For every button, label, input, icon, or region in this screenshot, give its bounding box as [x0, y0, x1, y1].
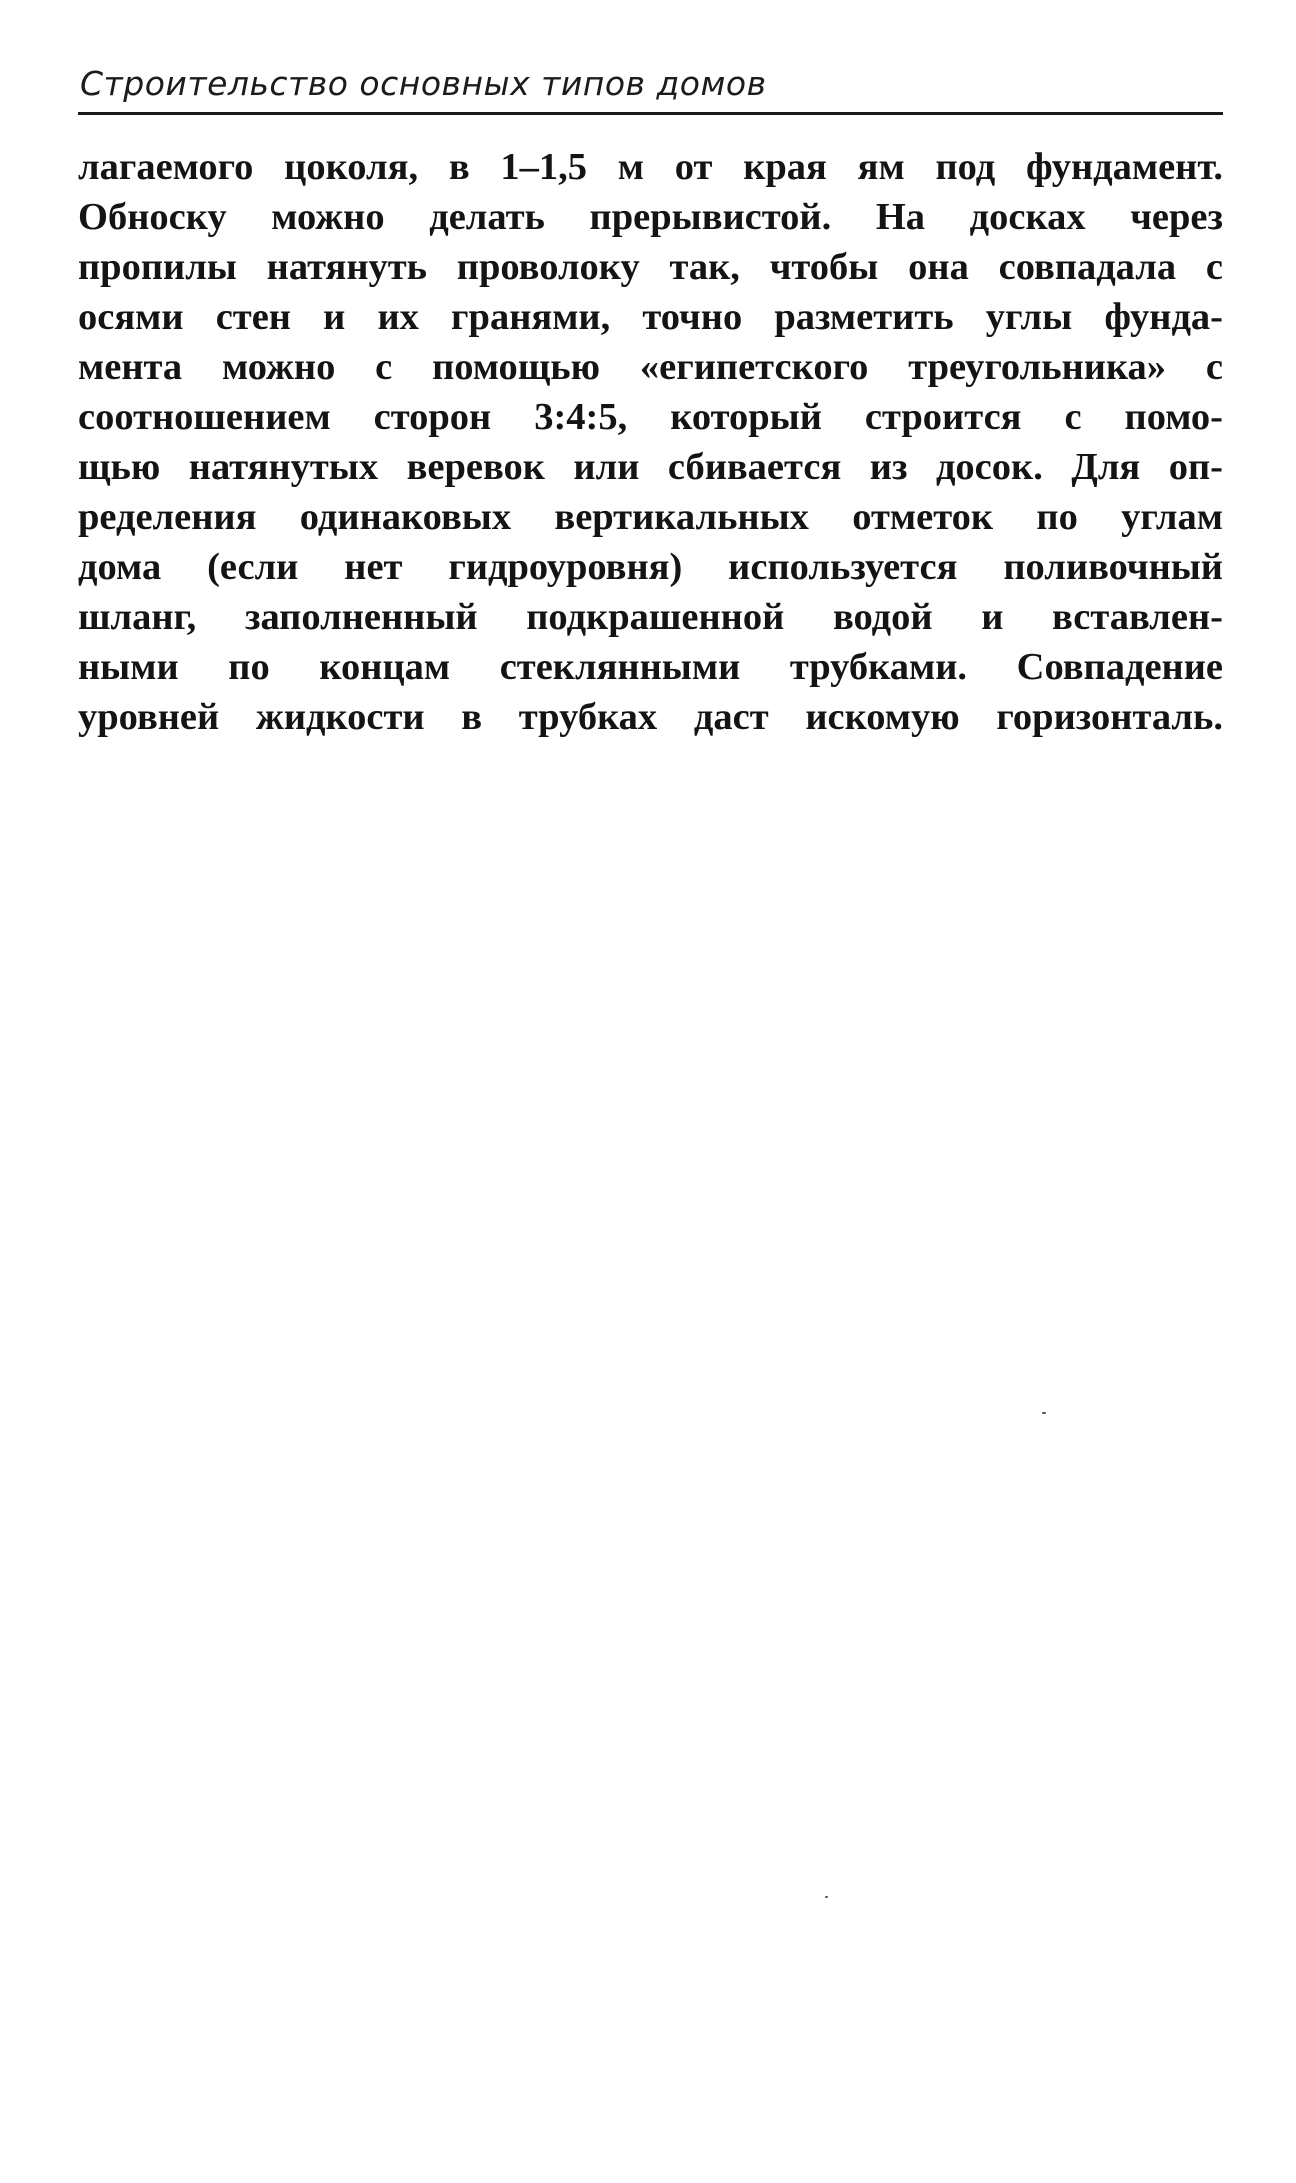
text-line: пропилы натянуть проволоку так, чтобы она совпадала с: [78, 246, 1223, 288]
text-line: осями стен и их гранями, точно разметить углы фунда-: [78, 296, 1223, 338]
body-paragraph: [78, 142, 1223, 742]
text-line: уровней жидкости в трубках даст искомую горизонталь.: [78, 696, 1223, 738]
text-line: дома (если нет гидроуровня) используется поливочный: [78, 546, 1223, 588]
scan-speck: [825, 1896, 828, 1898]
text-line: шланг, заполненный подкрашенной водой и вставлен-: [78, 596, 1223, 638]
text-line: лагаемого цоколя, в 1–1,5 м от края ям под фундамент.: [78, 146, 1223, 188]
text-line: соотношением сторон 3:4:5, который строится с помо-: [78, 396, 1223, 438]
text-line: щью натянутых веревок или сбивается из досок. Для оп-: [78, 446, 1223, 488]
scan-speck: [1042, 1412, 1046, 1414]
text-line: ными по концам стеклянными трубками. Совпадение: [78, 646, 1223, 688]
running-header: [78, 60, 1223, 115]
text-line: Обноску можно делать прерывистой. На досках через: [78, 196, 1223, 238]
text-line: ределения одинаковых вертикальных отметок по углам: [78, 496, 1223, 538]
running-header-title: Строительство основных типов домов: [80, 64, 767, 103]
text-line: мента можно с помощью «египетского треугольника» с: [78, 346, 1223, 388]
